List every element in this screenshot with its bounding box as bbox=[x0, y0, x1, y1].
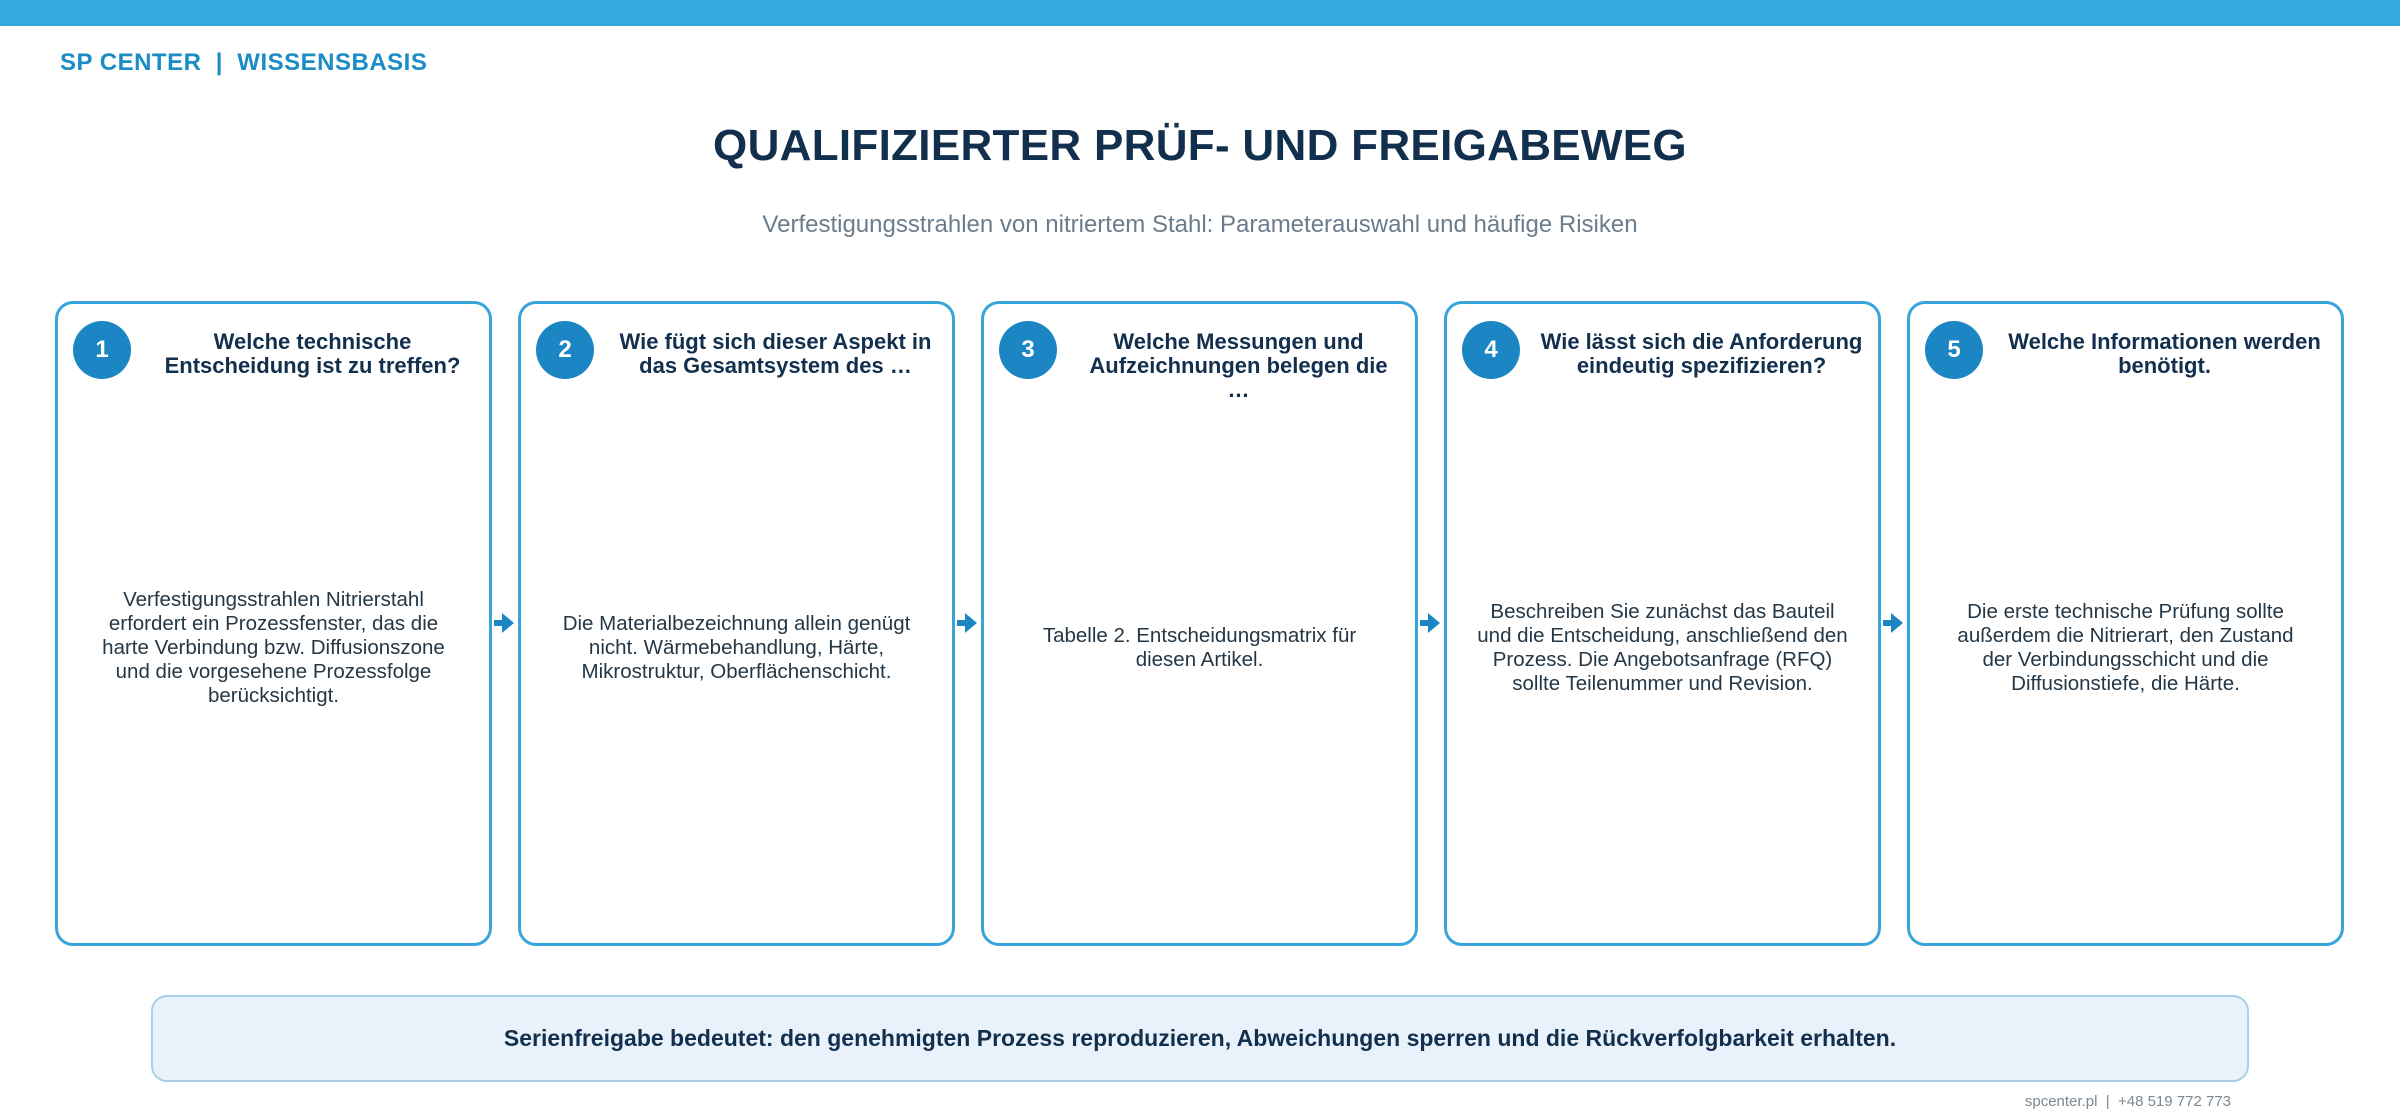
step-title: Wie lässt sich die Anforderung eindeutig spezifizieren? bbox=[1540, 329, 1863, 378]
step-description: Verfestigungsstrahlen Nitrierstahl erfordert ein Prozessfenster, das die harte Verbindung bzw. Diffusionszone und die vorgesehene Prozessfolge berücksichtigt. bbox=[102, 587, 445, 707]
summary-note: Serienfreigabe bedeutet: den genehmigten Prozess reproduzieren, Abweichungen sperren und die Rückverfolgbarkeit erhalten. bbox=[151, 995, 2249, 1082]
page-subtitle: Verfestigungsstrahlen von nitriertem Stahl: Parameterauswahl und häufige Risiken bbox=[762, 211, 1638, 238]
step-number-badge: 2 bbox=[536, 321, 594, 379]
footer-contact: spcenter.pl | +48 519 772 773 bbox=[2024, 1093, 2231, 1110]
brand-header: SP CENTER | WISSENSBASIS bbox=[60, 49, 428, 76]
step-card-2 bbox=[518, 301, 955, 946]
step-number-badge: 5 bbox=[1925, 321, 1983, 379]
step-number-badge: 4 bbox=[1462, 321, 1520, 379]
step-card-5 bbox=[1907, 301, 2344, 946]
step-description: Die erste technische Prüfung sollte außerdem die Nitrierart, den Zustand der Verbindungsschicht und die Diffusionstiefe, die Härte. bbox=[1957, 599, 2294, 695]
step-card-4 bbox=[1444, 301, 1881, 946]
step-number-badge: 3 bbox=[999, 321, 1057, 379]
arrow-right-icon bbox=[957, 612, 977, 634]
step-title: Welche technische Entscheidung ist zu treffen? bbox=[164, 329, 461, 378]
arrow-right-icon bbox=[494, 612, 514, 634]
step-description: Die Materialbezeichnung allein genügt nicht. Wärmebehandlung, Härte, Mikrostruktur, Oberflächenschicht. bbox=[562, 611, 911, 683]
step-card-1 bbox=[55, 301, 492, 946]
step-number-badge: 1 bbox=[73, 321, 131, 379]
step-card-3 bbox=[981, 301, 1418, 946]
step-title: Welche Messungen und Aufzeichnungen belegen die … bbox=[1089, 329, 1388, 402]
arrow-right-icon bbox=[1883, 612, 1903, 634]
step-description: Tabelle 2. Entscheidungsmatrix für diesen Artikel. bbox=[1042, 623, 1357, 671]
step-description: Beschreiben Sie zunächst das Bauteil und die Entscheidung, anschließend den Prozess. Die Angebotsanfrage (RFQ) sollte Teilenummer und Revision. bbox=[1477, 599, 1848, 695]
step-title: Welche Informationen werden benötigt. bbox=[2008, 329, 2321, 378]
top-accent-bar bbox=[0, 0, 2400, 26]
arrow-right-icon bbox=[1420, 612, 1440, 634]
process-steps bbox=[55, 301, 2345, 946]
step-title: Wie fügt sich dieser Aspekt in das Gesamtsystem des … bbox=[619, 329, 932, 378]
page-title: QUALIFIZIERTER PRÜF- UND FREIGABEWEG bbox=[713, 121, 1687, 170]
